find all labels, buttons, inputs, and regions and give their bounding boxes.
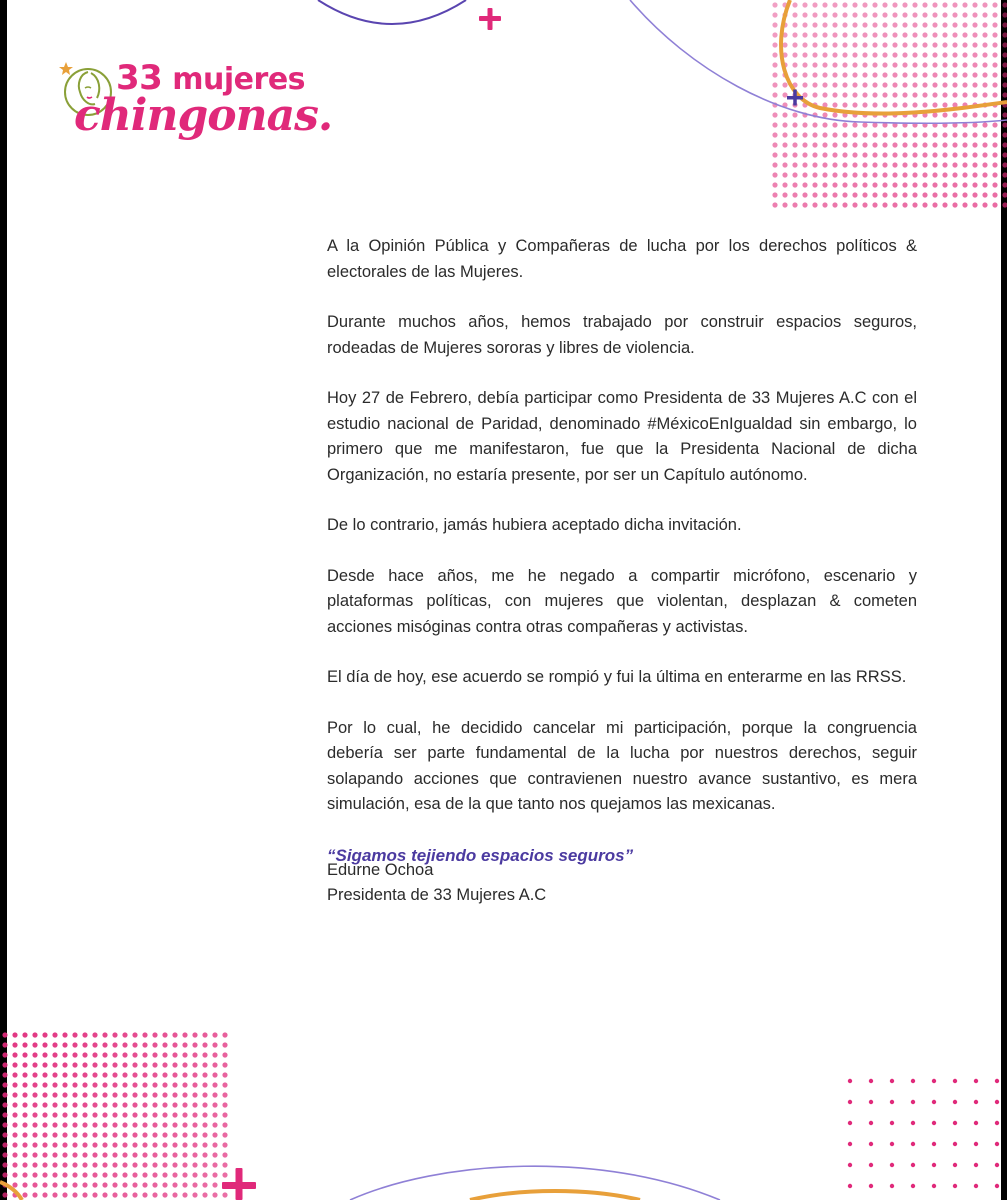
paragraph: Por lo cual, he decidido cancelar mi participación, porque la congruencia debería ser parte fundamental de la lucha por nuestros derechos, seguir solapando acciones que contravienen nuestro avance sustantivo, es mera simulación, esa de la que tanto nos quejamos las mexicanas. xyxy=(327,718,917,813)
top-right-dot-pattern xyxy=(770,0,1007,210)
signature-name: Edurne Ochoa xyxy=(327,861,434,879)
paragraph: A la Opinión Pública y Compañeras de lucha por los derechos políticos & electorales de las Mujeres. xyxy=(327,237,917,281)
top-pink-plus-icon xyxy=(479,8,501,30)
logo xyxy=(58,58,333,158)
logo-number: 33 xyxy=(116,58,163,98)
bottom-left-dot-pattern xyxy=(0,1030,230,1200)
closing-quote: “Sigamos tejiendo espacios seguros” xyxy=(327,845,634,865)
top-orange-curve xyxy=(781,0,1007,114)
signature-title: Presidenta de 33 Mujeres A.C xyxy=(327,886,547,904)
logo-wordmark-bottom: chingonas. xyxy=(74,90,333,141)
paragraph: Hoy 27 de Febrero, debía participar como Presidenta de 33 Mujeres A.C con el estudio nacional de Paridad, denominado #MéxicoEnIgualdad sin embargo, lo primero que me manifestaron, fue que la Presidenta Nacional de dicha Organización, no estaría presente, por ser un Capítulo autónomo. xyxy=(327,389,917,484)
bottom-right-dot-grid xyxy=(832,1068,1000,1200)
letter-body xyxy=(327,234,917,893)
left-border xyxy=(0,0,7,1200)
paragraph: Durante muchos años, hemos trabajado por construir espacios seguros, rodeadas de Mujeres sororas y libres de violencia. xyxy=(327,313,917,357)
bottom-pink-plus-icon xyxy=(222,1168,256,1200)
top-lavender-curve xyxy=(630,0,1007,123)
right-border xyxy=(1001,0,1007,1200)
logo-word: mujeres xyxy=(172,62,306,97)
signature-block xyxy=(327,858,546,908)
bottom-lavender-arc xyxy=(350,1166,720,1200)
top-purple-arc xyxy=(318,0,466,24)
paragraph: Desde hace años, me he negado a compartir micrófono, escenario y plataformas políticas, con mujeres que violentan, desplazan & cometen acciones misóginas contra otras compañeras y activistas. xyxy=(327,566,917,636)
bottom-orange-arc xyxy=(470,1191,640,1200)
top-purple-plus-icon xyxy=(787,90,803,106)
paragraph: El día de hoy, ese acuerdo se rompió y fui la última en enterarme en las RRSS. xyxy=(327,668,907,686)
paragraph: De lo contrario, jamás hubiera aceptado dicha invitación. xyxy=(327,516,742,534)
